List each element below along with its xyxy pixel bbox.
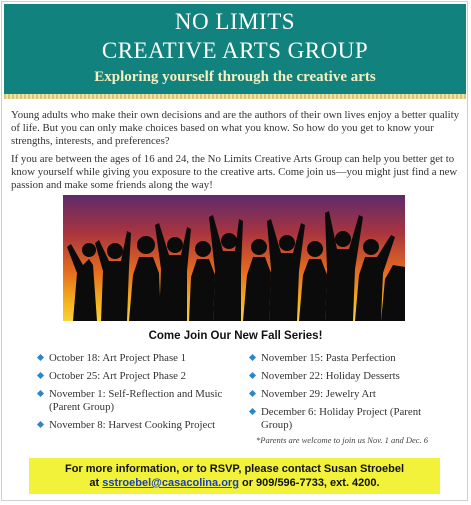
list-item [250, 388, 445, 401]
diamond-bullet-icon [37, 354, 44, 361]
page-title-line1: NO LIMITS [174, 9, 296, 34]
schedule-item-text: December 6: Holiday Project (Parent Group) [261, 406, 422, 431]
schedule-item-text: November 1: Self-Reflection and Music (Parent Group) [49, 388, 223, 413]
diamond-bullet-icon [249, 372, 256, 379]
contact-line-1: For more information, or to RSVP, please contact Susan Stroebel [64, 463, 405, 475]
schedule-item-text: October 18: Art Project Phase 1 [49, 352, 187, 364]
schedule-item-text: November 29: Jewelry Art [261, 388, 376, 400]
intro-paragraph-1: Young adults who make their own decisions and are the authors of their own lives enjoy a better quality of life. But you can only make choices based on what you know. So how do you get to know your strengths, interests, and preferences? [11, 109, 460, 147]
contact-line-2 [29, 476, 440, 490]
diamond-bullet-icon [249, 390, 256, 397]
series-heading: Come Join Our New Fall Series! [148, 330, 323, 342]
list-item [250, 406, 445, 432]
schedule-item-text: November 15: Pasta Perfection [261, 352, 396, 364]
intro-paragraph-2: If you are between the ages of 16 and 24, the No Limits Creative Arts Group can help you better get to know yourself while giving you exposure to the creative arts. Come join us—you might just find a new passion and make some friends along the way! [11, 153, 458, 191]
list-item [250, 370, 445, 383]
schedule-list-right [250, 352, 445, 437]
page-title-line2: CREATIVE ARTS GROUP [101, 38, 369, 63]
contact-info-box [29, 458, 440, 494]
contact-phone: or 909/596-7733, ext. 4200. [238, 477, 380, 489]
decorative-stripe [4, 94, 466, 99]
list-item [38, 370, 243, 383]
schedule-list-left [38, 352, 243, 437]
list-item [38, 419, 243, 432]
list-item [38, 388, 243, 414]
schedule-item-text: November 8: Harvest Cooking Project [49, 419, 216, 431]
diamond-bullet-icon [249, 354, 256, 361]
contact-prefix: at [89, 477, 103, 489]
header-banner [4, 4, 466, 94]
silhouette-photo [63, 195, 405, 321]
schedule-item-text: November 22: Holiday Desserts [261, 370, 400, 382]
diamond-bullet-icon [37, 421, 44, 428]
list-item [250, 352, 445, 365]
page-subtitle: Exploring yourself through the creative arts [94, 69, 376, 85]
diamond-bullet-icon [37, 372, 44, 379]
schedule-item-text: October 25: Art Project Phase 2 [49, 370, 187, 382]
parent-note: *Parents are welcome to join us Nov. 1 and Dec. 6 [256, 435, 429, 445]
email-link[interactable]: sstroebel@casacolina.org [102, 477, 239, 489]
diamond-bullet-icon [37, 390, 44, 397]
list-item [38, 352, 243, 365]
diamond-bullet-icon [249, 408, 256, 415]
